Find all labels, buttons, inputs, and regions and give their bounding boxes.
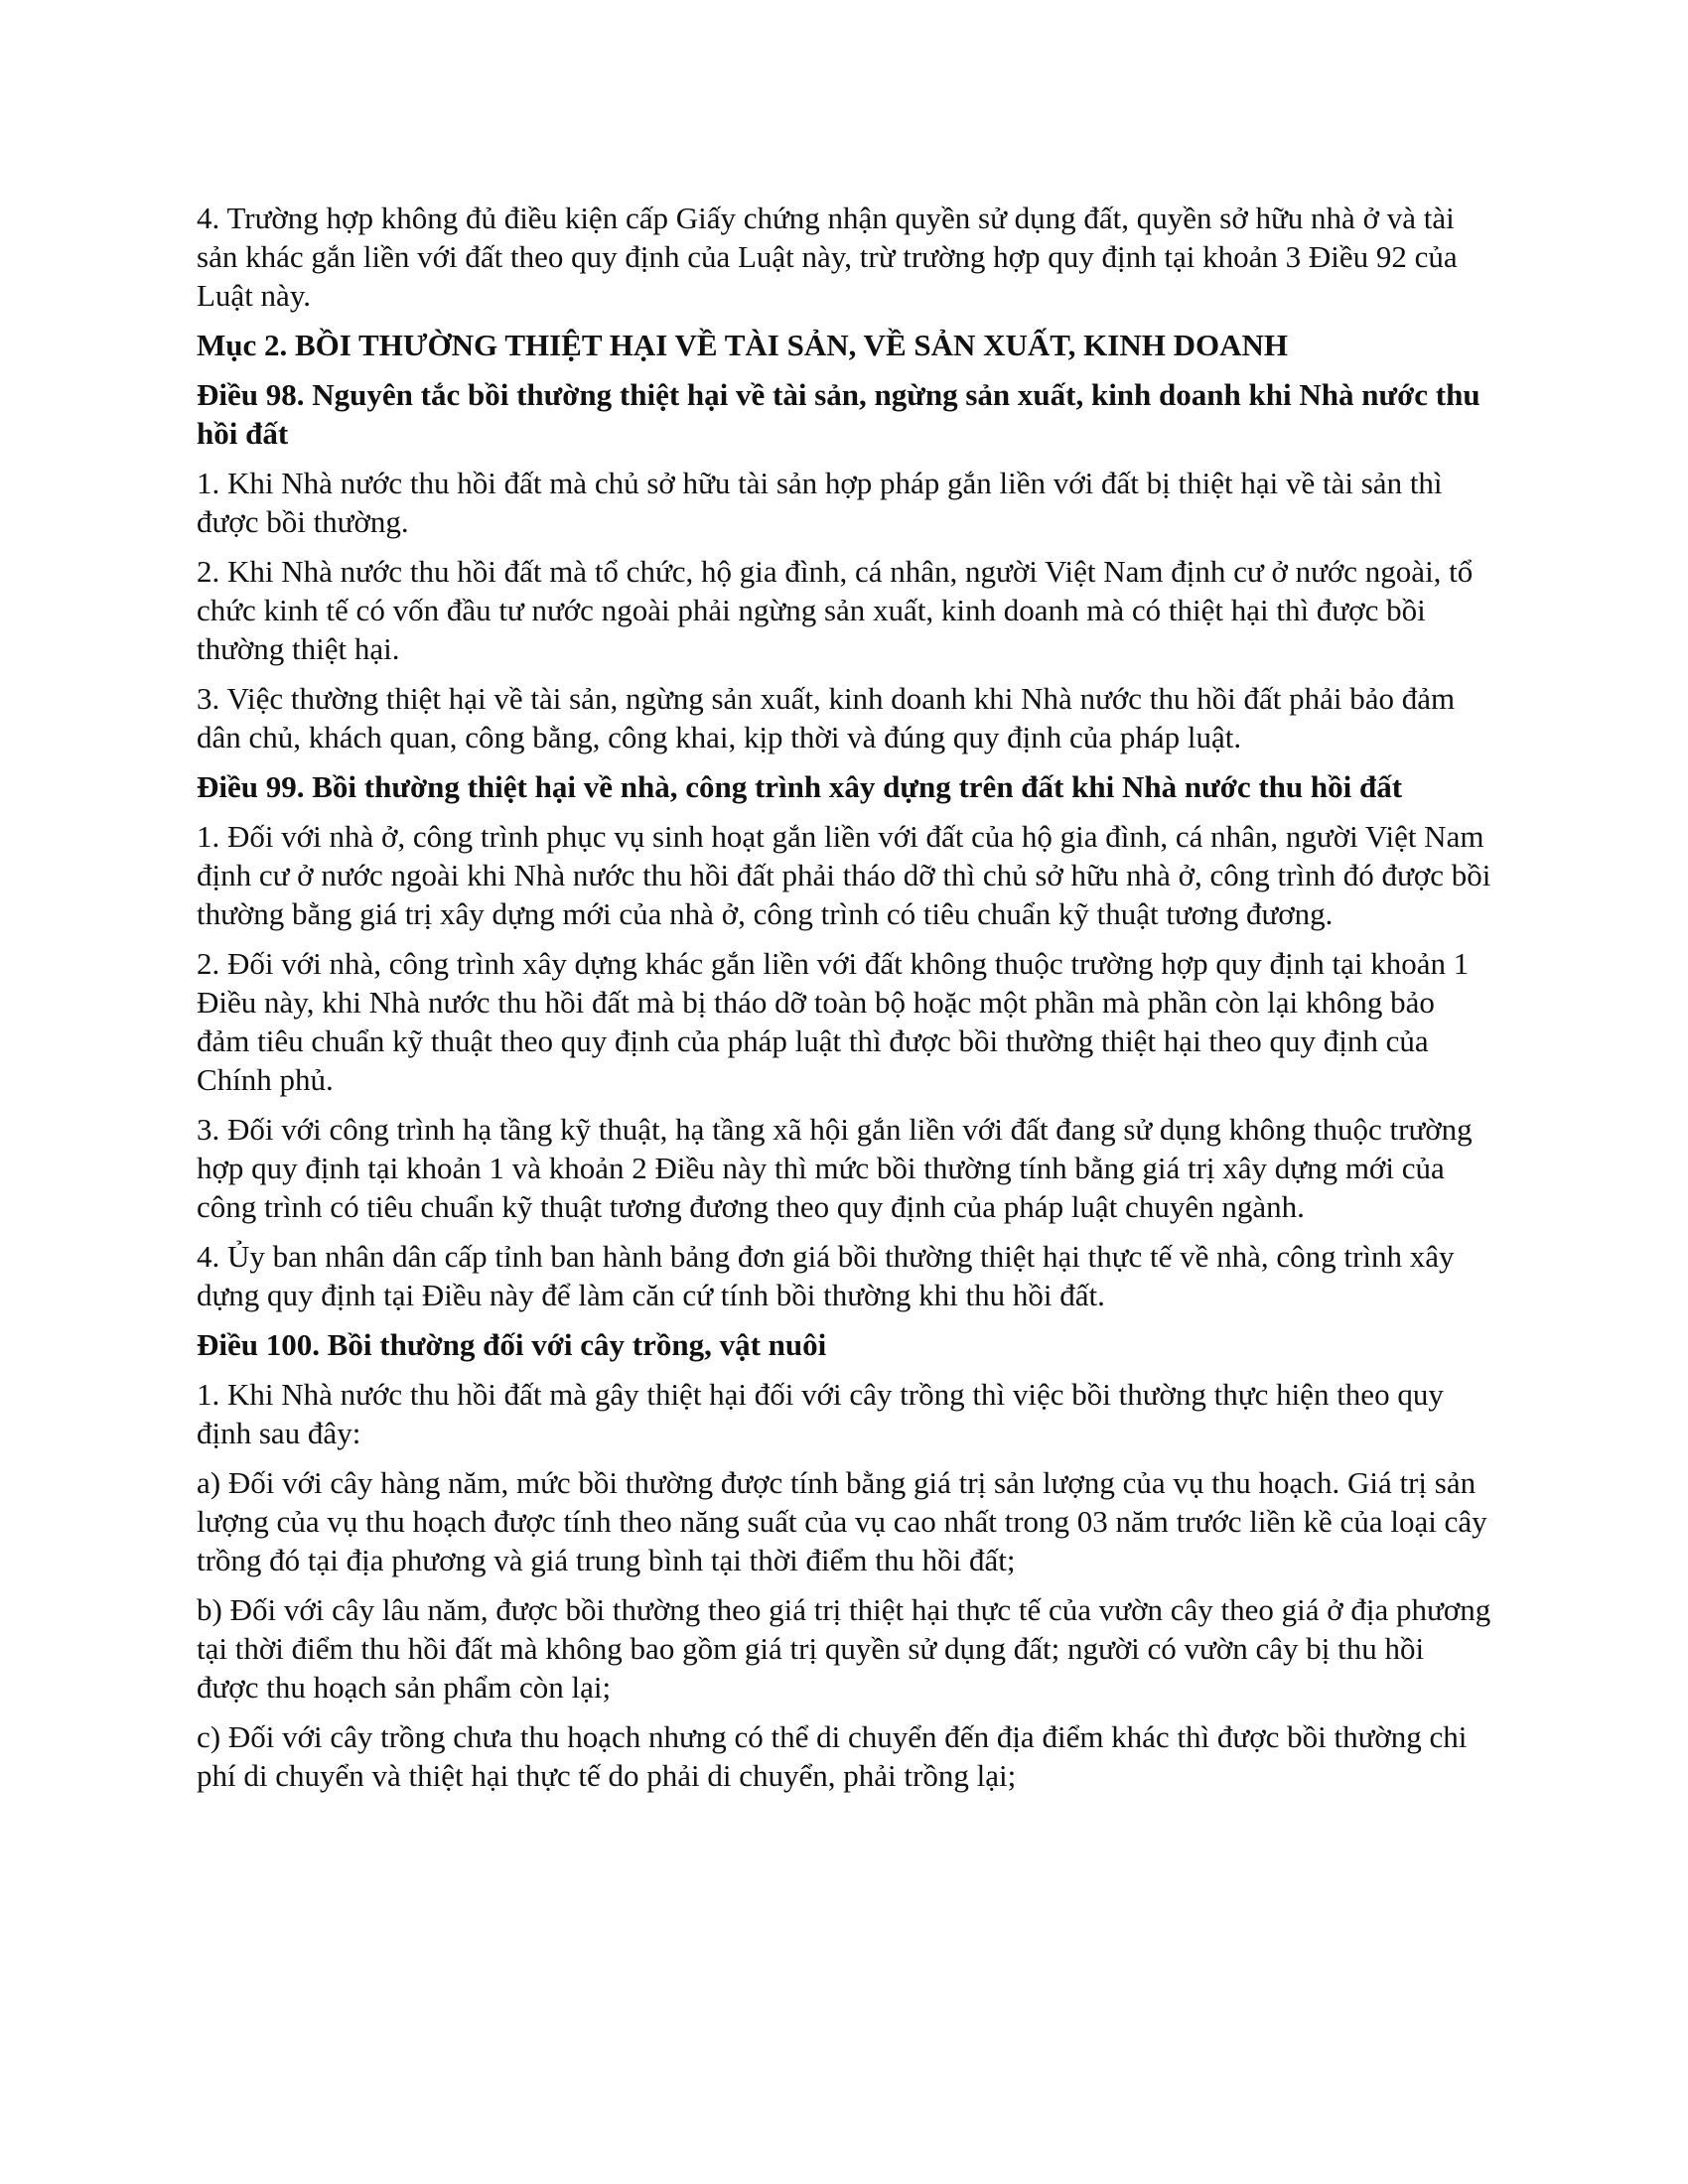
section-heading: Mục 2. BỒI THƯỜNG THIỆT HẠI VỀ TÀI SẢN, VỀ SẢN XUẤT, KINH DOANH <box>197 328 1288 362</box>
paragraph: b) Đối với cây lâu năm, được bồi thường theo giá trị thiệt hại thực tế của vườn cây theo giá ở địa phương tại thời điểm thu hồi đất mà không bao gồm giá trị quyền sử dụng đất; người có vườn cây bị thu hồi được thu hoạch sản phẩm còn lại; <box>197 1592 1491 1705</box>
article-heading: Điều 100. Bồi thường đối với cây trồng, vật nuôi <box>197 1327 827 1362</box>
paragraph: 4. Trường hợp không đủ điều kiện cấp Giấy chứng nhận quyền sử dụng đất, quyền sở hữu nhà ở và tài sản khác gắn liền với đất theo quy định của Luật này, trừ trường hợp quy định tại khoản 3 Điều 92 của Luật này. <box>197 201 1458 313</box>
document-page <box>197 199 1492 1806</box>
paragraph: 3. Việc thường thiệt hại về tài sản, ngừng sản xuất, kinh doanh khi Nhà nước thu hồi đất phải bảo đảm dân chủ, khách quan, công bằng, công khai, kịp thời và đúng quy định của pháp luật. <box>197 681 1456 754</box>
paragraph: 2. Đối với nhà, công trình xây dựng khác gắn liền với đất không thuộc trường hợp quy định tại khoản 1 Điều này, khi Nhà nước thu hồi đất mà bị tháo dỡ toàn bộ hoặc một phần mà phần còn lại không bảo đảm tiêu chuẩn kỹ thuật theo quy định của pháp luật thì được bồi thường thiệt hại theo quy định của Chính phủ. <box>197 946 1470 1097</box>
paragraph: c) Đối với cây trồng chưa thu hoạch nhưng có thể di chuyển đến địa điểm khác thì được bồi thường chi phí di chuyển và thiệt hại thực tế do phải di chuyển, phải trồng lại; <box>197 1719 1468 1793</box>
paragraph: 2. Khi Nhà nước thu hồi đất mà tổ chức, hộ gia đình, cá nhân, người Việt Nam định cư ở nước ngoài, tổ chức kinh tế có vốn đầu tư nước ngoài phải ngừng sản xuất, kinh doanh mà có thiệt hại thì được bồi thường thiệt hại. <box>197 554 1474 666</box>
paragraph: 4. Ủy ban nhân dân cấp tỉnh ban hành bảng đơn giá bồi thường thiệt hại thực tế về nhà, công trình xây dựng quy định tại Điều này để làm căn cứ tính bồi thường khi thu hồi đất. <box>197 1239 1455 1312</box>
paragraph: a) Đối với cây hàng năm, mức bồi thường được tính bằng giá trị sản lượng của vụ thu hoạch. Giá trị sản lượng của vụ thu hoạch được tính theo năng suất của vụ cao nhất trong 03 năm trước liền kề của loại cây trồng đó tại địa phương và giá trung bình tại thời điểm thu hồi đất; <box>197 1465 1487 1577</box>
article-heading: Điều 99. Bồi thường thiệt hại về nhà, công trình xây dựng trên đất khi Nhà nước thu hồi đất <box>197 769 1403 804</box>
article-heading: Điều 98. Nguyên tắc bồi thường thiệt hại về tài sản, ngừng sản xuất, kinh doanh khi Nhà nước thu hồi đất <box>197 377 1480 451</box>
paragraph: 1. Khi Nhà nước thu hồi đất mà gây thiệt hại đối với cây trồng thì việc bồi thường thực hiện theo quy định sau đây: <box>197 1377 1444 1450</box>
paragraph: 3. Đối với công trình hạ tầng kỹ thuật, hạ tầng xã hội gắn liền với đất đang sử dụng không thuộc trường hợp quy định tại khoản 1 và khoản 2 Điều này thì mức bồi thường tính bằng giá trị xây dựng mới của công trình có tiêu chuẩn kỹ thuật tương đương theo quy định của pháp luật chuyên ngành. <box>197 1112 1473 1224</box>
paragraph: 1. Đối với nhà ở, công trình phục vụ sinh hoạt gắn liền với đất của hộ gia đình, cá nhân, người Việt Nam định cư ở nước ngoài khi Nhà nước thu hồi đất phải tháo dỡ thì chủ sở hữu nhà ở, công trình đó được bồi thường bằng giá trị xây dựng mới của nhà ở, công trình có tiêu chuẩn kỹ thuật tương đương. <box>197 819 1491 931</box>
paragraph: 1. Khi Nhà nước thu hồi đất mà chủ sở hữu tài sản hợp pháp gắn liền với đất bị thiệt hại về tài sản thì được bồi thường. <box>197 466 1443 539</box>
